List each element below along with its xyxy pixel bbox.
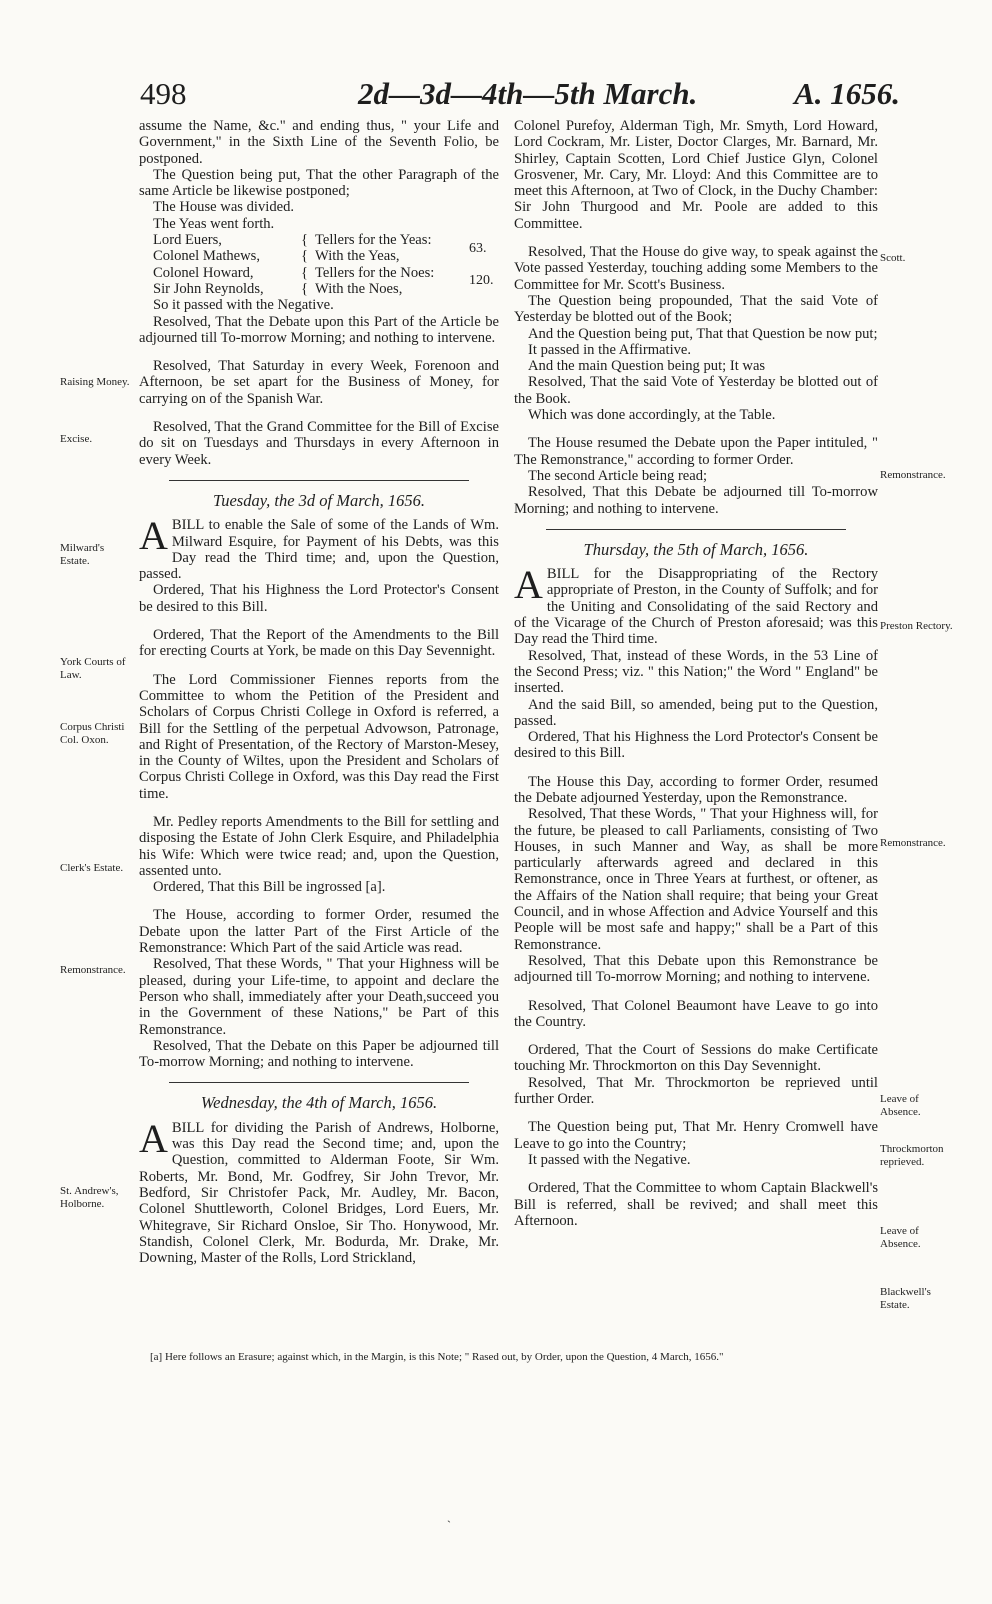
paragraph: The second Article being read; xyxy=(528,467,708,484)
paragraph: Resolved, That the Debate on this Paper be adjourned till To-morrow Morning; and nothing to intervene. xyxy=(139,1037,499,1071)
paragraph: Mr. Pedley reports Amendments to the Bill for settling and disposing the Estate of John Clerk Esquire, and Philadelphia his Wife: Which were twice read; and, upon the Question, assented unto. xyxy=(139,813,499,879)
paragraph: Which was done accordingly, at the Table. xyxy=(528,407,776,424)
teller-text: Tellers for the Noes: xyxy=(315,264,435,281)
paragraph: Resolved, That the Grand Committee for the Bill of Excise do sit on Tuesdays and Thursdays in every Afternoon in every Week. xyxy=(139,419,499,468)
paragraph: assume the Name, &c." and ending thus, " your Life and Government," in the Sixth Line of the Seventh Folio, be postponed. xyxy=(139,118,499,167)
paragraph: Ordered, That this Bill be ingrossed [a]. xyxy=(153,879,386,896)
paragraph: Resolved, That this Debate upon this Remonstrance be adjourned till To-morrow Morning; and nothing to intervene. xyxy=(514,952,878,986)
paragraph: And the said Bill, so amended, being put to the Question, passed. xyxy=(514,696,878,729)
paragraph: Resolved, That the said Vote of Yesterday be blotted out of the Book. xyxy=(514,374,878,407)
paragraph: Ordered, That his Highness the Lord Protector's Consent be desired to this Bill. xyxy=(139,582,499,615)
paragraph: The Lord Commissioner Fiennes reports from the Committee to whom the Petition of the President and Scholars of Corpus Christi College in Oxford is referred, a Bill for the Settling of the perpetual Advowson, Patronage, and Right of Presentation, of the Rectory of Marston-Mesey, in the County of Wiltes, upon the President and Scholars of Corpus Christi College in Oxford, was this Day read the First time. xyxy=(139,671,499,802)
paragraph: The House this Day, according to former Order, resumed the Debate adjourned Yesterday, upon the Remonstrance. xyxy=(514,773,878,806)
paragraph: Resolved, That Saturday in every Week, Forenoon and Afternoon, be set apart for the Business of Money, for carrying on of the Spanish War. xyxy=(139,358,499,407)
section-rule xyxy=(169,1082,469,1083)
margin-note-remonstrance: Remonstrance. xyxy=(880,837,946,849)
paragraph: Colonel Purefoy, Alderman Tigh, Mr. Smyth, Lord Howard, Lord Cockram, Mr. Lister, Doctor Clarges, Mr. Barnard, Mr. Shirley, Captain Scotten, Lord Chief Justice Glyn, Colonel Grosvener, Mr. Cary, Mr. Lloyd: And this Committee are to meet this Afternoon, at Two of Clock, in the Duchy Chamber: Sir John Thurgood and Mr. Poole are added to this Committee. xyxy=(514,118,878,232)
margin-note-corpus: Corpus Christi Col. Oxon. xyxy=(60,721,125,746)
margin-note-milward: Milward's Estate. xyxy=(60,542,105,567)
paragraph: Ordered, That the Court of Sessions do make Certificate touching Mr. Throckmorton on this Day Sevennight. xyxy=(514,1042,878,1075)
section-rule xyxy=(169,480,469,481)
stray-mark: ` xyxy=(447,1518,451,1532)
paragraph: So it passed with the Negative. xyxy=(153,297,334,314)
paragraph: The Question being propounded, That the said Vote of Yesterday be blotted out of the Book; xyxy=(514,292,878,326)
paragraph: Resolved, That Colonel Beaumont have Leave to go into the Country. xyxy=(514,997,878,1030)
margin-note-remonstrance: Remonstrance. xyxy=(880,469,946,481)
paragraph: The Question being put, That the other Paragraph of the same Article be likewise postponed; xyxy=(139,166,499,200)
day-heading-tuesday: Tuesday, the 3d of March, 1656. xyxy=(212,490,426,510)
paragraph: And the main Question being put; It was xyxy=(528,358,766,375)
paragraph: Resolved, That Mr. Throckmorton be reprieved until further Order. xyxy=(514,1074,878,1108)
teller-name: Colonel Howard, xyxy=(153,264,254,281)
margin-note-clerk: Clerk's Estate. xyxy=(60,862,124,874)
paragraph: Ordered, That his Highness the Lord Protector's Consent be desired to this Bill. xyxy=(514,729,878,762)
paragraph: The Yeas went forth. xyxy=(153,215,275,232)
paragraph-text: BILL for the Disappropriating of the Rectory appropriate of Preston, in the County of Suffolk; and for the Uniting and Consolidating of the said Rectory and of the Vicarage of the Church of Preston aforesaid; was this Day read the Third time. xyxy=(514,566,878,648)
footnote: [a] Here follows an Erasure; against which, in the Margin, is this Note; " Rased out, by Order, upon the Question, 4 March, 1656." xyxy=(150,1351,724,1363)
paragraph xyxy=(514,562,878,648)
margin-note-york: York Courts of Law. xyxy=(60,656,126,681)
teller-name: Lord Euers, xyxy=(153,232,222,249)
paragraph: Resolved, That the House do give way, to speak against the Vote passed Yesterday, touching adding some Members to the Committee for Mr. Scott's Business. xyxy=(514,244,878,293)
paragraph-text: BILL to enable the Sale of some of the Lands of Wm. Milward Esquire, for Payment of his Debts, was this Day read the Third time; and, upon the Question, passed. xyxy=(139,517,499,583)
noes-count: 120. xyxy=(469,273,494,289)
margin-note-excise: Excise. xyxy=(60,433,93,445)
paragraph: The House was divided. xyxy=(153,199,295,216)
paragraph: It passed in the Affirmative. xyxy=(528,341,692,358)
paragraph xyxy=(139,1115,499,1267)
margin-note-leave: Leave of Absence. xyxy=(880,1093,921,1118)
page-number: 498 xyxy=(140,76,187,111)
page-header xyxy=(140,76,900,112)
margin-note-remonstrance: Remonstrance. xyxy=(60,964,126,976)
paragraph: The Question being put, That Mr. Henry Cromwell have Leave to go into the Country; xyxy=(514,1119,878,1152)
margin-note-leave: Leave of Absence. xyxy=(880,1225,921,1250)
paragraph: Resolved, That, instead of these Words, in the 53 Line of the Second Press; viz. " this Nation;" the Word " England" be inserted. xyxy=(514,647,878,697)
margin-note-scott: Scott. xyxy=(880,252,906,264)
day-heading-thursday: Thursday, the 5th of March, 1656. xyxy=(583,539,809,559)
paragraph: Ordered, That the Report of the Amendments to the Bill for erecting Courts at York, be made on this Day Sevennight. xyxy=(139,627,499,660)
paragraph-text: BILL for dividing the Parish of Andrews, Holborne, was this Day read the Second time; and, upon the Question, committed to Alderman Foote, Sir Wm. Roberts, Mr. Bond, Mr. Godfrey, Sir John Trevor, Mr. Bedford, Sir Christofer Pack, Mr. Audley, Mr. Bacon, Colonel Shuttleworth, Colonel Bridges, Lord Euers, Mr. Whitegrave, Sir Richard Onsloe, Sir Tho. Honywood, Mr. Standish, Colonel Clerk, Mr. Bodurda, Mr. Drake, Mr. Downing, Master of the Rolls, Lord Strickland, xyxy=(139,1119,499,1267)
paragraph: The House, according to former Order, resumed the Debate upon the latter Part of the First Article of the Remonstrance: Which Part of the said Article was read. xyxy=(139,907,499,957)
drop-cap: A xyxy=(139,513,168,559)
margin-note-throckmorton: Throckmorton reprieved. xyxy=(880,1143,944,1168)
tellers-block: Lord Euers, { Tellers for the Yeas: Colonel Mathews, { With the Yeas, Colonel Howard, { Tellers for the Noes: Sir John Reynolds, { With the Noes, 63. 120. xyxy=(139,232,499,297)
margin-note-preston: Preston Rectory. xyxy=(880,620,953,632)
teller-text: Tellers for the Yeas: xyxy=(315,232,432,249)
drop-cap: A xyxy=(514,562,543,608)
teller-text: With the Yeas, xyxy=(315,248,400,265)
paragraph: It passed with the Negative. xyxy=(528,1151,691,1168)
left-column xyxy=(139,118,499,1266)
paragraph: The House resumed the Debate upon the Paper intituled, " The Remonstrance," according to former Order. xyxy=(514,435,878,468)
paragraph: Resolved, That these Words, " That your Highness will, for the future, be pleased to call Parliaments, consisting of Two Houses, in such Manner and Way, as shall be more particularly afterwards agreed and declared in this Remonstrance, once in Three Years at furthest, or oftener, as the Affairs of the Nation shall require; that being your Great Council, and in whose Affection and Advice Yourself and this People will be most safe and happy;" shall be a Part of this Remonstrance. xyxy=(514,806,878,953)
paragraph: Ordered, That the Committee to whom Captain Blackwell's Bill is referred, shall be revived; and shall meet this Afternoon. xyxy=(514,1180,878,1229)
teller-text: With the Noes, xyxy=(315,280,403,297)
margin-note-raising-money: Raising Money. xyxy=(60,376,130,388)
paragraph: Resolved, That the Debate upon this Part of the Article be adjourned till To-morrow Morning; and nothing to intervene. xyxy=(139,313,499,346)
margin-note-st-andrews: St. Andrew's, Holborne. xyxy=(60,1185,119,1210)
paragraph xyxy=(139,513,499,583)
teller-name: Colonel Mathews, xyxy=(153,248,261,265)
margin-note-blackwell: Blackwell's Estate. xyxy=(880,1286,931,1311)
teller-name: Sir John Reynolds, xyxy=(153,280,264,297)
right-column xyxy=(514,118,878,1229)
header-dates: 2d—3d—4th—5th March. xyxy=(358,76,698,111)
section-rule xyxy=(546,529,846,530)
paragraph: Resolved, That this Debate be adjourned till To-morrow Morning; and nothing to intervene. xyxy=(514,484,878,517)
paragraph: Resolved, That these Words, " That your Highness will be pleased, during your Life-time, to appoint and declare the Person who shall, immediately after your Death,succeed you in the Government of these Nations," be Part of this Remonstrance. xyxy=(139,956,499,1038)
yeas-count: 63. xyxy=(469,241,487,257)
header-year: A. 1656. xyxy=(794,76,900,111)
day-heading-wednesday: Wednesday, the 4th of March, 1656. xyxy=(200,1093,438,1113)
drop-cap: A xyxy=(139,1115,168,1161)
paragraph: And the Question being put, That that Question be now put; xyxy=(528,325,878,342)
